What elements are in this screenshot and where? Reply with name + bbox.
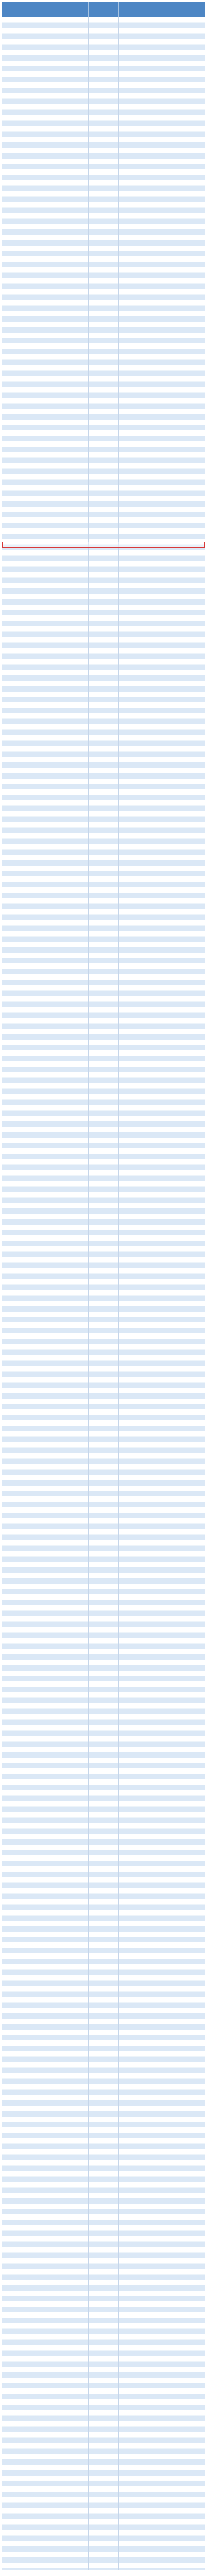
table-header <box>2 2 205 17</box>
column-header <box>60 2 89 17</box>
column-header <box>147 2 176 17</box>
table-frame <box>2 2 205 2570</box>
column-dividers <box>2 17 205 2570</box>
highlighted-row <box>2 542 205 548</box>
table-body <box>2 17 205 2570</box>
column-header <box>31 2 60 17</box>
column-header <box>89 2 118 17</box>
column-header <box>176 2 205 17</box>
column-header <box>2 2 31 17</box>
column-header <box>119 2 147 17</box>
